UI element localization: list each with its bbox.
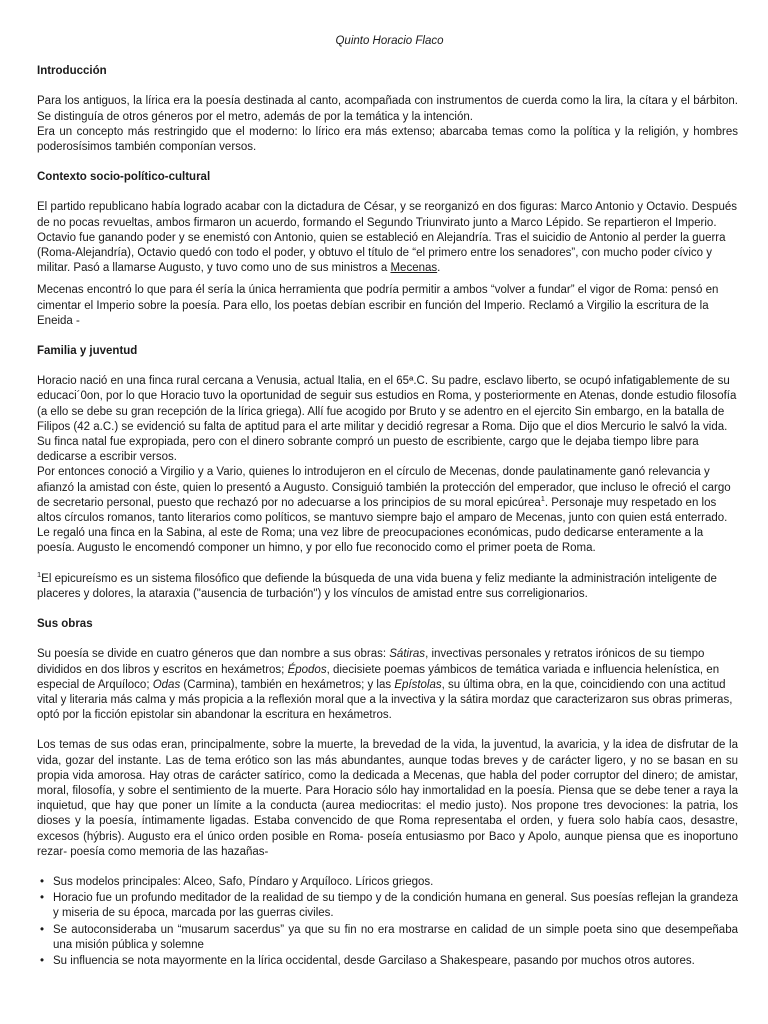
heading-introduccion: Introducción xyxy=(37,65,107,78)
works-text-d: (Carmina), también en hexámetros; y las xyxy=(180,678,395,691)
footnote-text: El epicureísmo es un sistema filosófico que defiende la búsqueda de una vida buena y feliz mediante la administración inteligente de placeres y dolores, la ataraxia ("ausencia de turbación") y los vínculos de amistad entre sus correligionarios. xyxy=(37,572,717,600)
intro-paragraph-1: Para los antiguos, la lírica era la poesía destinada al canto, acompañada con instrumentos de cuerda como la lira, la cítara y el bárbiton. Se distinguía de otros géneros por el metro, además de por la temática y la intención. xyxy=(37,95,738,123)
works-paragraph-1 xyxy=(37,647,738,723)
context-paragraph-1-end: . xyxy=(437,262,441,275)
list-item: • Sus modelos principales: Alceo, Safo, Píndaro y Arquíloco. Líricos griegos. xyxy=(53,875,738,890)
family-paragraph-1: Horacio nació en una finca rural cercana a Venusia, actual Italia, en el 65ª.C. Su padre, esclavo liberto, se ocupó infatigablemente de su educaci´0on, por lo que Horacio tuvo la oportunidad de seguir sus estudios en Roma, y posteriormente en Atenas, donde estudio filosofía (a ello se debe su gran recepción de la lírica griega). Allí fue acogido por Bruto y se adentro en el ejercito Sin embargo, en la batalla de Filipos (42 a.C.) se evidenció su falta de aptitud para el arte militar y decidió regresar a Roma. Dijo que el dios Mercurio le salvó la vida. Su finca natal fue expropiada, pero con el dinero sobrante compró un puesto de escribiente, cargo que le dejaba tiempo libre para dedicarse a escribir versos. xyxy=(37,375,737,464)
list-item: • Su influencia se nota mayormente en la lírica occidental, desde Garcilaso a Shakespeare, pasando por muchos otros autores. xyxy=(53,954,738,969)
heading-familia: Familia y juventud xyxy=(37,345,138,358)
list-item: • Se autoconsideraba un “musarum sacerdus” ya que su fin no era mostrarse en calidad de un simple poeta sino que desempeñaba una misión pública y solemne xyxy=(53,923,738,953)
footnote-1 xyxy=(37,569,738,602)
works-paragraph-2: Los temas de sus odas eran, principalmente, sobre la muerte, la brevedad de la vida, la juventud, la avaricia, y la idea de disfrutar de la vida, gozar del instante. Las de tema erótico son las más abundantes, aunque todas breves y de carácter ligero, y no se basan en su propia vida amorosa. Hay otras de carácter satírico, como la dedicada a Mecenas, que habla del poder corruptor del dinero; de amistar, moral, filosofía, y sobre el sentimiento de la muerte. Para Horacio sólo hay inmortalidad en la poesía. Piensa que se debe tener a raya la inquietud, que hay que poner un límite a la conducta (aurea mediocritas: el medio justo). Nos propone tres devociones: la patria, los dioses y la poesía, íntimamente ligadas. Estaba convencido de que Roma representaba el orden, y fuera solo había caos, desastre, excesos (hýbris). Augusto era el único orden posible en Roma- poseía entusiasmo por Baco y Apolo, aunque piensa que es inoportuno rezar- poesía como memoria de las hazañas- xyxy=(37,739,738,858)
context-paragraph-1-text: El partido republicano había logrado acabar con la dictadura de César, y se reorganizó en dos figuras: Marco Antonio y Octavio. Después de no pocas revueltas, ambos firmaron un acuerdo, formando el Segundo Triunvirato junto a Marco Lépido. Se repartieron el Imperio. Octavio fue ganando poder y se enemistó con Antonio, quien se estableció en Alejandría. Tras el suicidio de Antonio al perder la guerra (Roma-Alejandría), Octavio quedó con todo el poder, y obtuvo el título de “el primero entre los senadores”, con mucho poder cívico y militar. Pasó a llamarse Augusto, y tuvo como uno de sus ministros a xyxy=(37,201,737,275)
works-text-b: , invectivas personales y retratos irónicos de su tiempo divididos en dos libros y escritos en hexámetros; xyxy=(37,648,705,676)
context-paragraph-1 xyxy=(37,200,738,276)
family-paragraph-2-b: . Personaje muy respetado en los altos círculos romanos, tanto literarios como políticos, se mantuvo siempre bajo el amparo de Mecenas, junto con quien está enterrado. Le regaló una finca en la Sabina, al este de Roma; una vez libre de preocupaciones económicas, pudo dedicarse enteramente a la poesía. Augusto le encomendó componer un himno, y por ello fue reconocido como el primer poeta de Roma. xyxy=(37,496,728,555)
context-paragraph-2: Mecenas encontró lo que para él sería la única herramienta que podría permitir a ambos “volver a fundar” el vigor de Roma: pensó en cimentar el Imperio sobre la poesía. Para ello, los poetas debían escribir en función del Imperio. Reclamó a Virgilio la escritura de la Eneida - xyxy=(37,284,719,327)
document-title: Quinto Horacio Flaco xyxy=(335,35,444,47)
work-epistolas: Epístolas xyxy=(394,678,442,691)
intro-paragraph-2: Era un concepto más restringido que el moderno: lo lírico era más extenso; abarcaba temas como la política y la religión, y hombres poderosísimos también componían versos. xyxy=(37,125,738,154)
works-text-e: , su última obra, en la que, coincidiendo con una actitud vital y literaria más calma y más propicia a la reflexión moral que a la invectiva y la sátira mordaz que caracterizaron sus obras primeras, optó por la ficción epistolar sin abandonar la escritura en hexámetros. xyxy=(37,678,733,722)
family-paragraph-2-a: Por entonces conoció a Virgilio y a Vario, quienes lo introdujeron en el círculo de Mecenas, donde paulatinamente ganó relevancia y afianzó la amistad con éste, quien lo presentó a Augusto. Consiguió también la protección del emperador, que incluso le ofreció el cargo de secretario personal, puesto que rechazó por no adecuarse a los principios de su moral epicúrea xyxy=(37,466,731,509)
heading-contexto: Contexto socio-político-cultural xyxy=(37,171,211,184)
works-text-c: , diecisiete poemas yámbicos de temática variada e influencia helenística, en especial de Arquíloco; xyxy=(37,663,720,691)
work-epodos: Épodos xyxy=(287,663,327,676)
work-odas: Odas xyxy=(152,678,181,691)
footnote-marker: 1 xyxy=(37,569,42,579)
works-text-a: Su poesía se divide en cuatro géneros que dan nombre a sus obras: xyxy=(37,648,390,661)
footnote-ref[interactable]: 1 xyxy=(540,494,545,504)
work-satiras: Sátiras xyxy=(389,648,426,661)
mecenas-link[interactable]: Mecenas xyxy=(390,262,438,275)
family-paragraph-2 xyxy=(37,465,738,556)
list-item: • Horacio fue un profundo meditador de la realidad de su tiempo y de la condición humana en general. Sus poesías reflejan la grandeza y miseria de su época, marcada por las guerras civiles. xyxy=(53,891,738,921)
works-bullet-list xyxy=(37,875,738,969)
heading-obras: Sus obras xyxy=(37,618,93,631)
